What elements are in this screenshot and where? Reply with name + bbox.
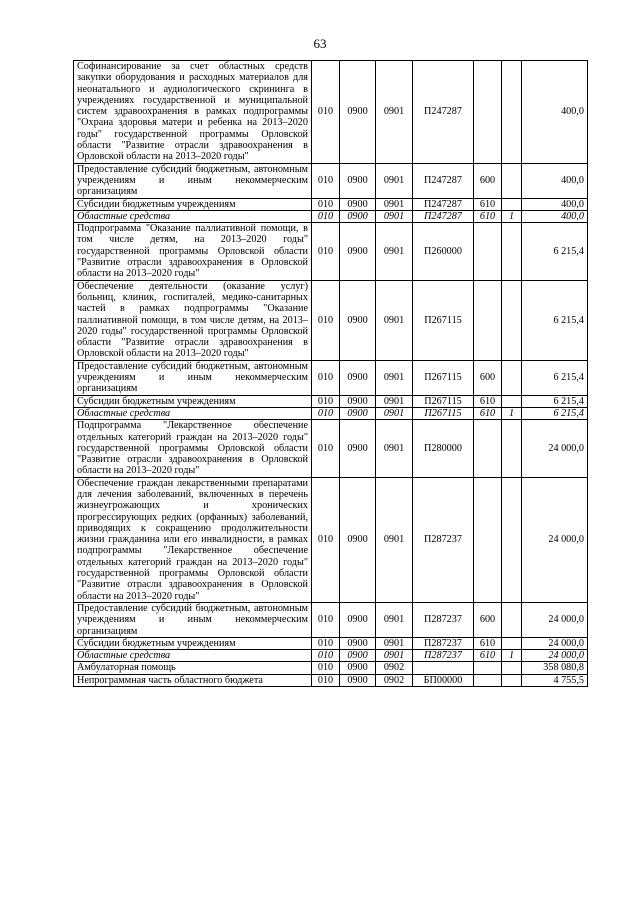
row-name: Софинансирование за счет областных средств закупки оборудования и расходных материалов для неонатального и аудиологического скрининга в учреждениях государственной и муниципальной систем здравоохранения в рамках подпрограммы "Охрана здоровья матери и ребенка на 2013–2020 годы" государственной программы Орловской области "Развитие отрасли здравоохранения в Орловской области на 2013–2020 годы" — [74, 61, 312, 164]
table-row — [74, 650, 588, 662]
table-row — [74, 662, 588, 674]
code-expense-type — [474, 61, 502, 164]
table-row — [74, 477, 588, 602]
table-row — [74, 395, 588, 407]
code-section: 0900 — [340, 602, 376, 637]
row-name: Амбулаторная помощь — [74, 662, 312, 674]
code-subsection: 0901 — [376, 650, 413, 662]
code-subsection: 0901 — [376, 637, 413, 649]
code-target: П247287 — [413, 61, 474, 164]
row-name: Подпрограмма "Оказание паллиативной помощи, в том числе детям, на 2013–2020 годы" государственной программы Орловской области "Развитие отрасли здравоохранения в Орловской области на 2013–2020 годы" — [74, 223, 312, 280]
code-ministry: 010 — [312, 420, 340, 477]
code-target: П287237 — [413, 602, 474, 637]
code-funding — [502, 602, 522, 637]
code-funding: 1 — [502, 650, 522, 662]
code-expense-type: 600 — [474, 602, 502, 637]
code-target: П267115 — [413, 395, 474, 407]
code-section: 0900 — [340, 637, 376, 649]
code-ministry: 010 — [312, 210, 340, 222]
code-ministry: 010 — [312, 674, 340, 686]
table-row — [74, 602, 588, 637]
row-name: Подпрограмма "Лекарственное обеспечение отдельных категорий граждан на 2013–2020 годы" государственной программы Орловской области "Развитие отрасли здравоохранения в Орловской области на 2013–2020 годы" — [74, 420, 312, 477]
code-funding — [502, 637, 522, 649]
code-ministry: 010 — [312, 662, 340, 674]
code-funding — [502, 477, 522, 602]
table-row — [74, 360, 588, 395]
row-amount: 358 080,8 — [522, 662, 588, 674]
code-funding: 1 — [502, 210, 522, 222]
code-funding — [502, 674, 522, 686]
row-amount: 24 000,0 — [522, 650, 588, 662]
code-funding — [502, 360, 522, 395]
row-amount: 6 215,4 — [522, 360, 588, 395]
row-name: Предоставление субсидий бюджетным, автономным учреждениям и иным некоммерческим организациям — [74, 602, 312, 637]
code-expense-type: 600 — [474, 163, 502, 198]
code-section: 0900 — [340, 395, 376, 407]
code-funding — [502, 163, 522, 198]
code-funding — [502, 61, 522, 164]
code-ministry: 010 — [312, 61, 340, 164]
code-subsection: 0901 — [376, 395, 413, 407]
code-target: П267115 — [413, 407, 474, 419]
code-subsection: 0902 — [376, 674, 413, 686]
code-section: 0900 — [340, 280, 376, 360]
row-name: Непрограммная часть областного бюджета — [74, 674, 312, 686]
code-ministry: 010 — [312, 223, 340, 280]
code-ministry: 010 — [312, 477, 340, 602]
code-ministry: 010 — [312, 637, 340, 649]
code-ministry: 010 — [312, 407, 340, 419]
code-section: 0900 — [340, 650, 376, 662]
code-subsection: 0901 — [376, 163, 413, 198]
code-subsection: 0901 — [376, 61, 413, 164]
code-funding — [502, 662, 522, 674]
code-expense-type: 610 — [474, 395, 502, 407]
code-section: 0900 — [340, 674, 376, 686]
row-amount: 6 215,4 — [522, 395, 588, 407]
code-funding — [502, 223, 522, 280]
code-expense-type: 610 — [474, 198, 502, 210]
code-subsection: 0901 — [376, 477, 413, 602]
code-target: БП00000 — [413, 674, 474, 686]
code-section: 0900 — [340, 662, 376, 674]
code-ministry: 010 — [312, 602, 340, 637]
code-subsection: 0901 — [376, 223, 413, 280]
row-name: Областные средства — [74, 650, 312, 662]
budget-table — [73, 60, 588, 687]
code-funding — [502, 198, 522, 210]
code-target: П260000 — [413, 223, 474, 280]
code-target: П280000 — [413, 420, 474, 477]
code-ministry: 010 — [312, 280, 340, 360]
code-ministry: 010 — [312, 395, 340, 407]
table-row — [74, 420, 588, 477]
row-name: Предоставление субсидий бюджетным, автономным учреждениям и иным некоммерческим организациям — [74, 360, 312, 395]
row-amount: 400,0 — [522, 61, 588, 164]
row-name: Субсидии бюджетным учреждениям — [74, 395, 312, 407]
budget-table-body — [74, 61, 588, 687]
table-row — [74, 674, 588, 686]
code-subsection: 0902 — [376, 662, 413, 674]
code-section: 0900 — [340, 360, 376, 395]
table-row — [74, 280, 588, 360]
row-name: Областные средства — [74, 407, 312, 419]
code-expense-type — [474, 674, 502, 686]
code-expense-type: 600 — [474, 360, 502, 395]
code-funding — [502, 280, 522, 360]
code-target: П247287 — [413, 163, 474, 198]
table-row — [74, 198, 588, 210]
row-amount: 400,0 — [522, 163, 588, 198]
table-row — [74, 637, 588, 649]
row-name: Областные средства — [74, 210, 312, 222]
code-target: П267115 — [413, 280, 474, 360]
code-subsection: 0901 — [376, 280, 413, 360]
code-expense-type — [474, 420, 502, 477]
code-section: 0900 — [340, 61, 376, 164]
row-amount: 400,0 — [522, 210, 588, 222]
table-row — [74, 163, 588, 198]
code-target — [413, 662, 474, 674]
row-name: Субсидии бюджетным учреждениям — [74, 198, 312, 210]
code-ministry: 010 — [312, 650, 340, 662]
code-expense-type — [474, 223, 502, 280]
row-amount: 6 215,4 — [522, 223, 588, 280]
row-amount: 400,0 — [522, 198, 588, 210]
code-section: 0900 — [340, 210, 376, 222]
code-subsection: 0901 — [376, 420, 413, 477]
code-section: 0900 — [340, 163, 376, 198]
code-ministry: 010 — [312, 198, 340, 210]
code-expense-type: 610 — [474, 407, 502, 419]
code-subsection: 0901 — [376, 198, 413, 210]
code-target: П247287 — [413, 210, 474, 222]
row-name: Субсидии бюджетным учреждениям — [74, 637, 312, 649]
code-expense-type: 610 — [474, 637, 502, 649]
row-amount: 4 755,5 — [522, 674, 588, 686]
code-funding — [502, 395, 522, 407]
code-section: 0900 — [340, 198, 376, 210]
code-subsection: 0901 — [376, 210, 413, 222]
code-subsection: 0901 — [376, 360, 413, 395]
code-section: 0900 — [340, 477, 376, 602]
table-row — [74, 407, 588, 419]
code-expense-type: 610 — [474, 210, 502, 222]
code-section: 0900 — [340, 223, 376, 280]
row-amount: 6 215,4 — [522, 407, 588, 419]
code-ministry: 010 — [312, 163, 340, 198]
code-target: П247287 — [413, 198, 474, 210]
code-section: 0900 — [340, 420, 376, 477]
code-funding: 1 — [502, 407, 522, 419]
code-target: П287237 — [413, 477, 474, 602]
code-target: П287237 — [413, 650, 474, 662]
row-amount: 24 000,0 — [522, 602, 588, 637]
code-section: 0900 — [340, 407, 376, 419]
page-number: 63 — [313, 36, 327, 51]
code-expense-type: 610 — [474, 650, 502, 662]
code-expense-type — [474, 280, 502, 360]
table-row — [74, 61, 588, 164]
row-name: Обеспечение деятельности (оказание услуг) больниц, клиник, госпиталей, медико-санитарных частей в рамках подпрограммы "Оказание паллиативной помощи, в том числе детям, на 2013–2020 годы" государственной программы Орловской области "Развитие отрасли здравоохранения в Орловской области на 2013–2020 годы" — [74, 280, 312, 360]
code-subsection: 0901 — [376, 602, 413, 637]
table-row — [74, 210, 588, 222]
row-amount: 6 215,4 — [522, 280, 588, 360]
code-subsection: 0901 — [376, 407, 413, 419]
table-row — [74, 223, 588, 280]
code-expense-type — [474, 477, 502, 602]
row-amount: 24 000,0 — [522, 420, 588, 477]
code-target: П267115 — [413, 360, 474, 395]
code-funding — [502, 420, 522, 477]
code-ministry: 010 — [312, 360, 340, 395]
code-target: П287237 — [413, 637, 474, 649]
code-expense-type — [474, 662, 502, 674]
row-amount: 24 000,0 — [522, 637, 588, 649]
row-name: Предоставление субсидий бюджетным, автономным учреждениям и иным некоммерческим организациям — [74, 163, 312, 198]
row-name: Обеспечение граждан лекарственными препаратами для лечения заболеваний, включенных в перечень жизнеугрожающих и хронических прогрессирующих редких (орфанных) заболеваний, приводящих к сокращению продолжительности жизни гражданина или его инвалидности, в рамках подпрограммы "Лекарственное обеспечение отдельных категорий граждан на 2013–2020 годы" государственной программы Орловской области "Развитие отрасли здравоохранения в Орловской области на 2013–2020 годы" — [74, 477, 312, 602]
row-amount: 24 000,0 — [522, 477, 588, 602]
